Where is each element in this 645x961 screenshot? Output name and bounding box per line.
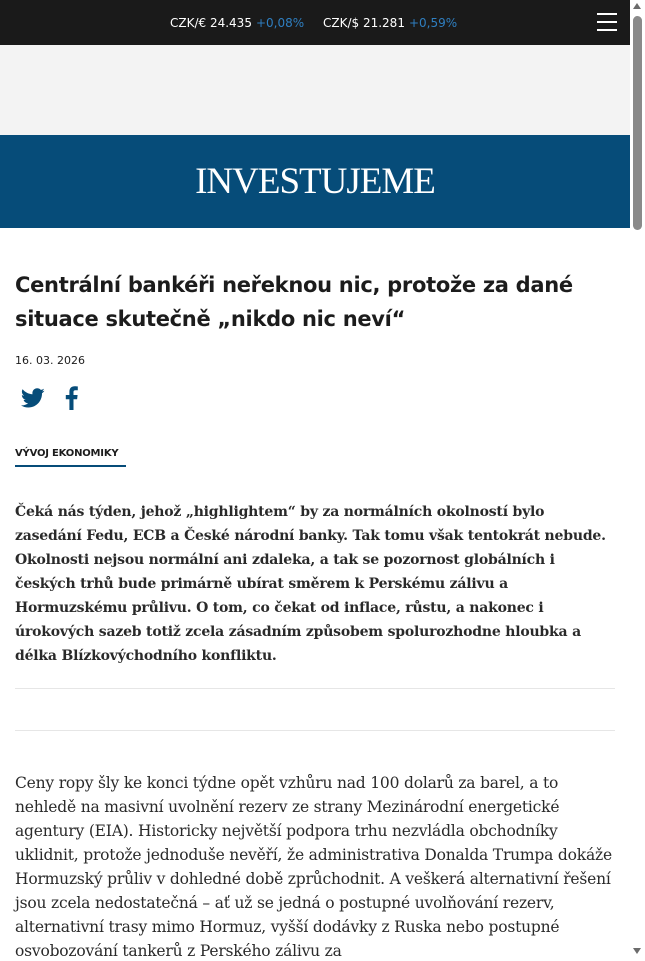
scrollbar[interactable] [630,0,645,961]
usd-rate-value: CZK/$ 21.281 [323,16,405,30]
scroll-up-arrow-icon[interactable] [633,3,641,9]
usd-rate [323,15,457,31]
hamburger-menu-icon[interactable] [597,13,617,31]
category-link[interactable]: VÝVOJ EKONOMIKY [15,448,119,459]
twitter-icon[interactable] [21,386,45,410]
category-underline [15,465,126,467]
usd-rate-change: +0,59% [408,16,458,30]
ad-placeholder [0,45,630,135]
scrollbar-thumb[interactable] [633,16,642,230]
article-body: Ceny ropy šly ke konci týdne opět vzhůru nad 100 dolarů za barel, a to nehledě na masivní uvolnění rezerv ze strany Mezinárodní energetické agentury (EIA). Historicky největší podpora trhu nezvládla obchodníky uklidnit, protože jednoduše nevěří, že administrativa Donalda Trumpa dokáže Hormuzský průliv v dohledné době zprůchodnit. A veškerá alternativní řešení jsou zcela nedostatečná – ať už se jedná o postupné uvolňování rezerv, alternativní trasy mimo Hormuz, vyšší dodávky z Ruska nebo postupné osvobozování tankerů z Perského zálivu za [15,774,612,960]
scroll-down-arrow-icon[interactable] [633,948,641,954]
divider [15,730,615,731]
facebook-icon[interactable] [62,386,80,410]
eur-rate-value: CZK/€ 24.435 [170,16,252,30]
article-perex: Čeká nás týden, jehož „highlightem“ by za normálních okolností bylo zasedání Fedu, ECB a České národní banky. Tak tomu však tentokrát nebude. Okolnosti nejsou normální ani zdaleka, a tak se pozornost globálních i českých trhů bude primárně ubírat směrem k Perskému zálivu a Hormuzskému průlivu. O tom, co čekat od inflace, růstu, a nakonec i úrokových sazeb totiž zcela zásadním způsobem spolurozhodne hloubka a délka Blízkovýchodního konfliktu. [15,504,606,664]
eur-rate [170,15,304,31]
article-title: Centrální bankéři neřeknou nic, protože za dané situace skutečně „nikdo nic neví“ [15,273,573,331]
eur-rate-change: +0,08% [255,16,305,30]
divider [15,688,615,689]
article-date: 16. 03. 2026 [15,354,85,367]
section-banner[interactable] [0,135,630,228]
section-title: INVESTUJEME [195,161,435,202]
top-bar [0,0,645,45]
